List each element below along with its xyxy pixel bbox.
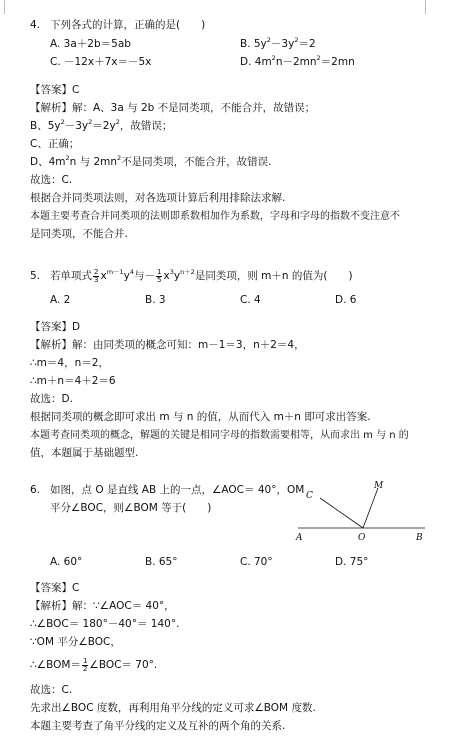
ray-om	[363, 488, 378, 528]
q5-note-summary: 本题考查同类项的概念，解题的关键是相同字母的指数需要相等，从而求出 m 与 n 的	[30, 430, 409, 441]
q5-option-b: B. 3	[145, 294, 166, 306]
page-margin-line-right	[425, 0, 426, 14]
q4-note-summary: 本题主要考查合并同类项的法则即系数相加作为系数，字母和字母的指数不变注意不	[30, 211, 400, 222]
q4-option-c: C. －12x＋7x＝－5x	[50, 56, 152, 68]
q6-stem-line-2: 平分∠BOC，则∠BOM 等于( )	[50, 502, 212, 514]
q4-explanation-d: D、$4m^2n$ 与 $2mn^2$不是同类项，不能合并，故错误.	[30, 154, 272, 168]
q5-fraction-1: $\frac{2}{3}$	[94, 267, 99, 284]
q6-answer: 【答案】C	[30, 582, 80, 594]
q6-explanation-1: 【解析】解：∵∠AOC＝ 40°，	[30, 600, 175, 612]
q6-explanation-3: ∵OM 平分∠BOC，	[30, 636, 121, 648]
q6-option-b: B. 65°	[145, 556, 178, 568]
q4-option-b: B. $5y^2-3y^2=2$	[240, 36, 316, 50]
q4-note-summary-cont: 是同类项，不能合并.	[30, 228, 128, 240]
q4-option-a: A. 3a＋2b＝5ab	[50, 38, 131, 50]
label-c: C	[306, 491, 313, 501]
label-o: O	[358, 533, 366, 543]
q4-conclusion: 故选：C.	[30, 174, 73, 186]
q6-option-d: D. 75°	[335, 556, 369, 568]
q4-number: 4.	[30, 19, 41, 31]
q6-note-summary: 本题主要考查了角平分线的定义及互补的两个角的关系.	[30, 720, 286, 732]
q4-explanation-a: 【解析】解：A、3a 与 2b 不是同类项，不能合并，故错误；	[30, 102, 316, 114]
q5-option-c: C. 4	[240, 294, 261, 306]
q5-option-d: D. 6	[335, 294, 357, 306]
ray-oc	[320, 498, 363, 528]
q6-conclusion: 故选：C.	[30, 684, 73, 696]
q5-conclusion: 故选：D.	[30, 393, 73, 405]
page-margin-line-left	[4, 0, 5, 14]
q5-explanation-1: 【解析】解：由同类项的概念可知：m－1＝3，n＋2＝4，	[30, 339, 305, 351]
q6-number: 6.	[30, 484, 41, 496]
q5-note-method: 根据同类项的概念即可求出 m 与 n 的值，从而代入 m＋n 即可求出答案.	[30, 411, 371, 423]
label-a: A	[296, 533, 303, 543]
q4-option-d: D. $4m^2n-2mn^2=2mn$	[240, 54, 355, 68]
q5-answer: 【答案】D	[30, 321, 81, 333]
q5-option-a: A. 2	[50, 294, 71, 306]
q6-note-method: 先求出∠BOC 度数，再利用角平分线的定义可求∠BOM 度数.	[30, 702, 316, 714]
q5-fraction-2: $\frac{1}{5}$	[157, 267, 162, 284]
q6-explanation-2: ∴∠BOC＝ 180°－40°＝ 140°.	[30, 618, 180, 630]
label-b: B	[416, 533, 423, 543]
q6-option-c: C. 70°	[240, 556, 273, 568]
q5-stem: 若单项式 $\frac{2}{3}$ $x^{m-1}y^4$与－ $\frac{1}{5}$ $x^3y^{n+2}$是同类项，则 m＋n 的值为( )	[50, 267, 353, 284]
q4-explanation-c: C、正确；	[30, 138, 80, 150]
q4-explanation-b: B、$5y^2-3y^2=2y^2$，故错误；	[30, 118, 173, 132]
q6-option-a: A. 60°	[50, 556, 83, 568]
label-m: M	[374, 481, 384, 491]
q4-stem: 下列各式的计算，正确的是( )	[50, 19, 206, 31]
q5-number: 5.	[30, 270, 41, 282]
q5-note-summary-cont: 值，本题属于基础题型.	[30, 447, 139, 459]
q4-note-method: 根据合并同类项法则，对各选项计算后利用排除法求解.	[30, 192, 286, 204]
q6-stem-line-1: 如图，点 O 是直线 AB 上的一点，∠AOC＝ 40°，OM	[50, 484, 305, 496]
q4-answer: 【答案】C	[30, 84, 80, 96]
q5-explanation-2: ∴m＝4，n＝2，	[30, 357, 109, 369]
q5-explanation-3: ∴m＋n＝4＋2＝6	[30, 375, 116, 387]
q6-fraction-half: $\frac{1}{2}$	[82, 656, 88, 673]
angle-diagram	[290, 476, 440, 546]
q6-explanation-4: ∴∠BOM＝ $\frac{1}{2}$ ∠BOC＝ 70°.	[30, 656, 158, 673]
